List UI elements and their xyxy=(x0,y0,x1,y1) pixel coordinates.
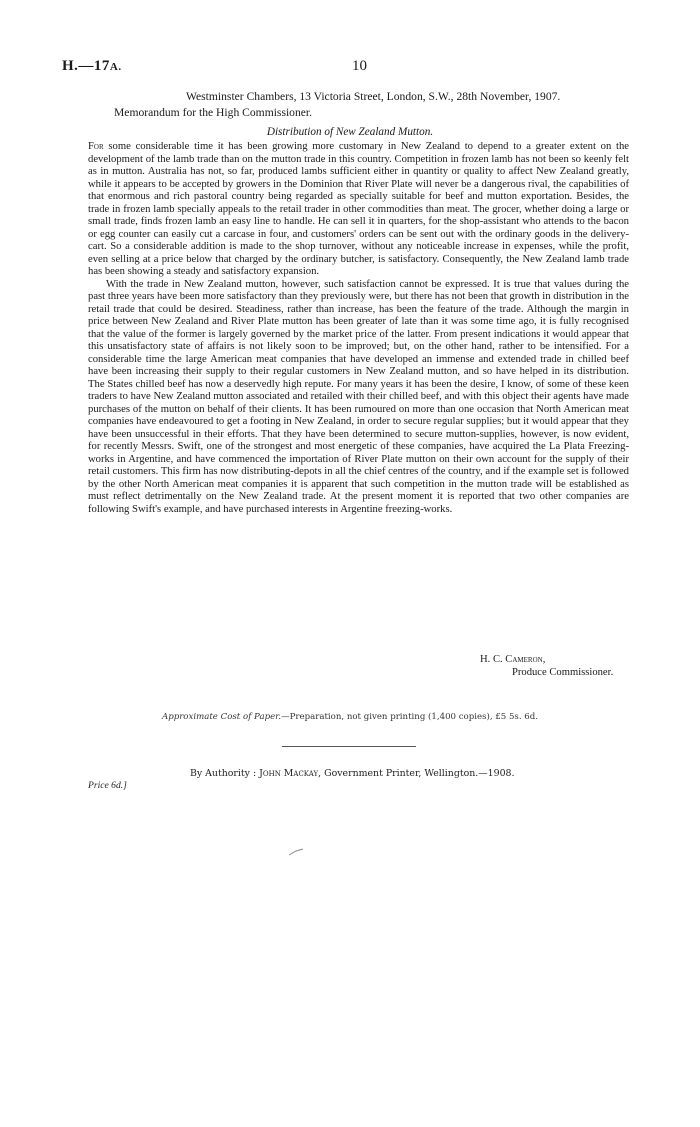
memo-body xyxy=(88,141,629,516)
cost-label: Approximate Cost of Paper. xyxy=(161,712,282,722)
signature-title: Produce Commissioner. xyxy=(512,667,614,678)
document-reference xyxy=(62,58,122,75)
memo-title: Distribution of New Zealand Mutton. xyxy=(266,126,434,138)
paragraph-1-text: some considerable time it has been growing more customary in New Zealand to depend to a greater extent on the development of the lamb trade than on the mutton trade in this country. Competition in frozen lamb has not been so keenly felt as in mutton. Australia has not, so far, produced lambs sufficient either in quantity or quality to affect New Zealand greatly, while it appears to be accepted by growers in the Dominion that River Plate will never be a dangerous rival, the capabilities of that enormous and rich pastoral country being regarded as specially suitable for beef and mutton exportation. Besides, the trade in frozen lamb specially appeals to the retail trader in other commodities than meat. The grocer, whether doing a large or small trade, finds frozen lamb an easy line to handle. He can sell it in quarters, for the shop-assistant who attends to the bacon or egg counter can easily cut a carcase in four, and customers' orders can be sent out with the ordinary goods in the delivery-cart. So a considerable addition is made to the shop turnover, without any noticeable increase in expenses, while the profit, even selling at a price below that charged by the ordinary butcher, is satisfactory. Consequently, the New Zealand lamb trade has been showing a steady and satisfactory expansion. xyxy=(88,141,629,277)
letter-address: Westminster Chambers, 13 Victoria Street, London, S.W., 28th November, 1907. xyxy=(186,90,561,103)
footer-divider xyxy=(282,746,416,747)
document-reference-main: H.—17 xyxy=(62,58,110,74)
pencil-mark-icon xyxy=(288,848,304,856)
paragraph-2: With the trade in New Zealand mutton, however, such satisfaction cannot be expressed. It is true that values during the past three years have been more satisfactory than they previously were, but there has not been that growth in distribution in the retail trade that could be desired. Steadiness, rather than increase, has been the feature of the trade. Although the margin in price between New Zealand and River Plate mutton has been greater of late than it was some time ago, it is fully recognised that the value of the former is largely governed by the market price of the latter. From present indications it would appear that this unsatisfactory state of affairs is not likely soon to be improved; but, on the other hand, rather to be intensified. For a considerable time the large American meat companies that have developed an immense and extended trade in chilled beef have been increasing their supply to their regular customers in New Zealand mutton, and so have helped in its distribution. The States chilled beef has now a deservedly high repute. For many years it has been the desire, I know, of some of these keen traders to have New Zealand mutton associated and retailed with their chilled beef, and with this object their agents have made purchases of the mutton on behalf of their clients. It has been rumoured on more than one occasion that North American meat companies have endeavoured to get a footing in New Zealand, in order to secure regular supplies; but it would appear that they have been unsuccessful in their efforts. That they have been determined to secure mutton-supplies, however, is now evident, for recently Messrs. Swift, one of the strongest and most energetic of these companies, have acquired the La Plata Freezing-works in Argentine, and have commenced the importation of River Plate mutton on their own account for the supply of their retail customers. This firm has now distributing-depots in all the chief centres of the country, and if the example set is followed by the other North American meat companies it is apparent that such competition in the mutton trade will be established as must reflect detrimentally on the New Zealand trade. At the present moment it is reported that two other companies are following Swift's example, and have purchased interests in Argentine freezing-works. xyxy=(88,278,629,515)
authority-suffix: , Government Printer, Wellington.—1908. xyxy=(318,768,515,779)
memo-recipient: Memorandum for the High Commissioner. xyxy=(114,106,313,119)
page-header xyxy=(62,58,640,80)
paragraph-1 xyxy=(88,141,629,279)
cost-text: —Preparation, not given printing (1,400 copies), £5 5s. 6d. xyxy=(281,712,539,722)
price-label: Price 6d.] xyxy=(88,780,127,791)
printer-name: John Mackay xyxy=(259,768,319,779)
authority-line xyxy=(190,768,514,779)
authority-prefix: By Authority : xyxy=(190,768,260,779)
page-number: 10 xyxy=(352,58,367,74)
signature-name: H. C. Cameron, xyxy=(480,654,546,665)
cost-of-paper-line xyxy=(0,712,700,722)
paragraph-1-lead: For xyxy=(88,141,104,152)
document-reference-sub: A. xyxy=(109,61,122,73)
